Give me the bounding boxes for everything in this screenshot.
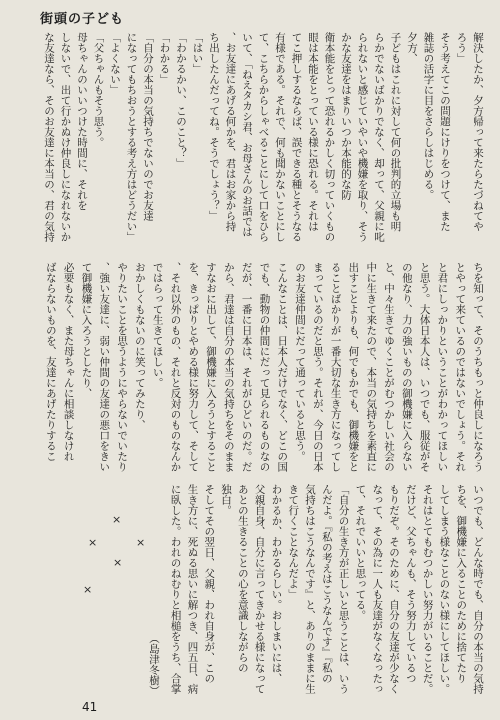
text-column: ることばかりが一番大切な生き方になってし xyxy=(329,262,342,472)
text-column: の他なり、力の強いものの御機嫌に入らない xyxy=(400,262,413,472)
text-column: 衛本能をとって恐れるかしく切っていくもの xyxy=(323,32,336,242)
text-column: いて、「ねえタカシ君、お母さんのお話では xyxy=(241,32,253,237)
text-column: ばならないものを、友達にあげたりするこ xyxy=(44,262,57,462)
text-column: おかしくもないのに笑ってみたり、 xyxy=(133,262,146,430)
ornament-cross: × xyxy=(136,536,146,549)
text-column: やりたいことを思うようにやらないでいたり xyxy=(116,262,129,472)
text-column: らかでないばかりでなく、却って、父親に叱 xyxy=(373,32,385,242)
text-column: ちを知って、そのうちもっと仲良しになろう xyxy=(472,262,484,472)
text-column: 必要もなく、また母ちゃんに相談しなけれ xyxy=(62,262,75,462)
text-column: 眼は本能をとっている様に恐れる。それは xyxy=(307,32,319,232)
text-column: て、こちらからしゃべることにして口をひら xyxy=(257,32,270,242)
text-column: 父親自身、自分に言ってきかせる様になって xyxy=(253,484,266,694)
text-column: きて行くことなんだよ」 xyxy=(287,484,300,600)
text-column: られないと感じていやいや機嫌を取り、そう xyxy=(356,32,369,242)
text-column: 「はい」 xyxy=(191,32,204,74)
text-column: 夕方、 xyxy=(406,32,418,64)
text-column: と、中々生きてゆくことがむつかしい社会の xyxy=(383,262,396,472)
text-column: 「自分の本当の気持ちでないのでお友達 xyxy=(142,32,154,221)
text-column: なって、その為に一人も友達がなくなったっ xyxy=(371,484,384,694)
text-column: 中に生きて来たので、本当の気持ちを素直に xyxy=(365,262,378,472)
text-column: 「自分の生き方が正しいと思うことは、いう xyxy=(337,484,350,694)
text-column: ではらって生きてほしい。 xyxy=(151,262,164,388)
ornament-cross: × xyxy=(88,536,98,549)
text-column: ろう」 xyxy=(455,32,468,64)
text-column: すなおに出して、御機嫌に入ろうとすること xyxy=(205,262,218,472)
text-column: 「わかるかい、このこと？」 xyxy=(175,32,187,169)
text-column: あとの生きることの心を意識しながらの xyxy=(236,484,249,673)
text-column: こんなことは、日本人だけでなく、どこの国 xyxy=(276,262,289,472)
text-column: 生き方に、死ぬる思いに解つき、四五日、病 xyxy=(186,484,199,694)
text-column: まっているのだと思う。それが、今日の日本 xyxy=(311,262,324,472)
text-column: だが、一番に日本は、それがひどいのだ。だ xyxy=(240,262,253,472)
text-column: 有様である。それで、何も聞かないことにし xyxy=(274,32,286,242)
text-column: 出すことよりも、何でもかでも、御機嫌をと xyxy=(347,262,360,472)
ornament-cross: × xyxy=(113,556,123,569)
text-column: んだよ。『私の考えはこうなんです』『私の xyxy=(320,484,333,684)
text-block-upper xyxy=(40,32,486,246)
text-column: 独白。 xyxy=(220,484,233,516)
text-column: 雑誌の活字に目をさらしはじめる。 xyxy=(422,32,435,200)
ornament-cross: × xyxy=(112,513,122,526)
text-column: 「よくない」 xyxy=(109,32,121,95)
text-column: と思う。大体日本人は、いつでも、服従がそ xyxy=(418,262,431,472)
text-column: しないで、出て行かぬけ仲良しになれないか xyxy=(59,32,72,242)
text-column: だけど、父ちゃんも、そう努力しているつ xyxy=(404,484,417,684)
text-column: 解決したか、夕方帰って来たらたづねてや xyxy=(472,32,484,232)
text-column: もりだぞ。そのために、自分の友達が少なく xyxy=(388,484,401,694)
ornament-cross: × xyxy=(83,583,93,596)
text-block-middle xyxy=(40,262,486,476)
text-column: かな友達をはまりいつか本能的な防 xyxy=(340,32,352,200)
text-column: そしてその翌日、父親、われ自身が、この xyxy=(203,484,216,684)
text-column: 、強い友達に、弱い仲間の友達の悪口をきい xyxy=(98,262,111,472)
text-column: 「父ちゃんもそう思う。 xyxy=(92,32,105,148)
page-number: 41 xyxy=(82,700,98,714)
text-column: 、お友達にあげる何かを、君はお家から持 xyxy=(224,32,237,232)
text-column: 気持ちはこうなんです』と、ありのままに生 xyxy=(304,484,317,694)
text-column: それはとてもむつかしい努力がいることだ。 xyxy=(421,484,434,694)
text-column: わかるか、わかるらしい。おしまいには、 xyxy=(270,484,283,684)
text-column: から、君達は自分の本当の気持ちをそのまま xyxy=(222,262,235,472)
text-column: て御機嫌に入ろうとしたり、 xyxy=(80,262,93,399)
text-column: でも、動物の仲間にだって見られるものなの xyxy=(258,262,271,472)
text-column: のお友達仲間にだって通っていると思う。 xyxy=(294,262,307,462)
text-column: そう考えてこの問題にけりをつけて、また xyxy=(439,32,451,232)
text-column: とやって来ているのではないでしょう。それ xyxy=(454,262,467,472)
text-column: と君にしっかりということがわかってほしい xyxy=(436,262,449,472)
text-column: を、きっぱりとやめる様に努力して、そして xyxy=(187,262,200,472)
text-column: してしまう様なことのない様にしてほしい。 xyxy=(438,484,451,694)
text-column: 母ちゃんのいいつけた時間に、それを xyxy=(76,32,88,211)
text-block-lower xyxy=(166,484,486,698)
text-column: ちを、御機嫌に入ることのために捨てたり xyxy=(455,484,468,684)
text-column: 「わかる」 xyxy=(158,32,171,85)
text-column: 子どもはこれに対して何の批判的立場も明 xyxy=(389,32,402,232)
author-signature: （島津冬樹） xyxy=(148,633,160,696)
text-column: 、それ以外のもの、それと反対のものなんか xyxy=(169,262,182,472)
text-column: ち出したんだってね。そうでしょう？」 xyxy=(208,32,220,221)
text-column: て、それでいいと思ってる。 xyxy=(354,484,367,621)
text-column: いつでも、どんな時でも、自分の本当の気持 xyxy=(472,484,484,694)
text-column: てこ押しするならば、誤できる種とそうなる xyxy=(290,32,303,242)
running-header: 街頭の子ども xyxy=(40,12,125,27)
text-column: になってもちおうとする考え方はどうだい」 xyxy=(125,32,138,242)
text-column: に臥した。われのねむりと相槌をうち、合掌 xyxy=(169,484,182,694)
text-column: な友達なら、そのお友達に本当の、君の気持 xyxy=(43,32,55,242)
